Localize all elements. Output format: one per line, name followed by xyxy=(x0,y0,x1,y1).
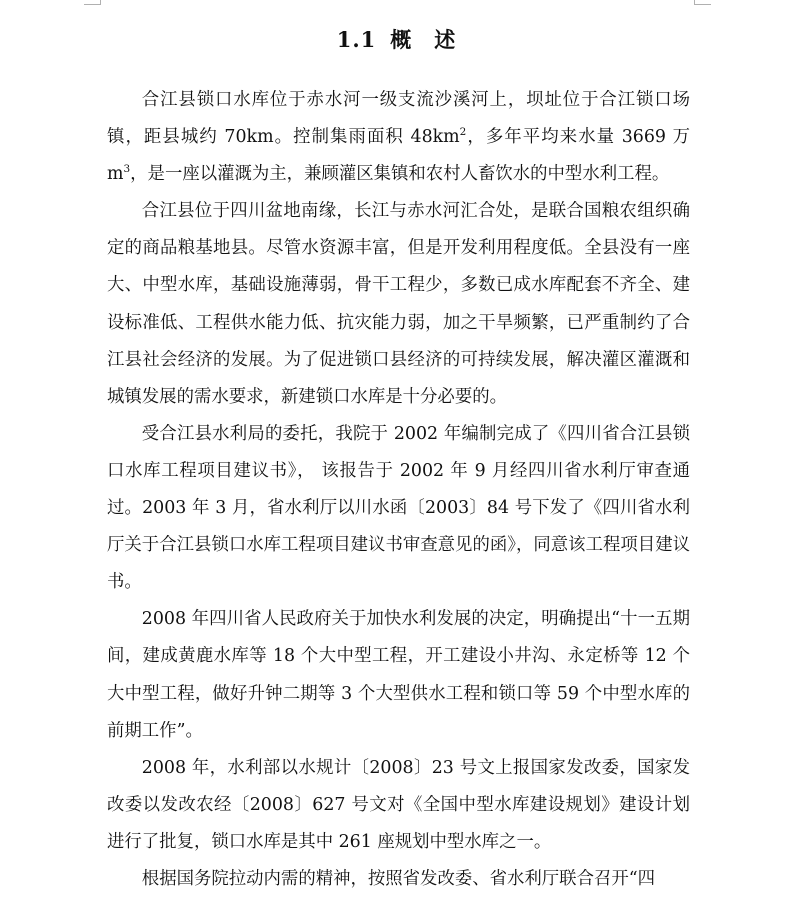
paragraph: 2008 年，水利部以水规计〔2008〕23 号文上报国家发改委，国家发改委以发改农经〔2008〕627 号文对《全国中型水库建设规划》建设计划进行了批复，锁口水库是其中 261 座规划中型水库之一。 xyxy=(107,757,690,852)
paragraph: 受合江县水利局的委托，我院于 2002 年编制完成了《四川省合江县锁口水库工程项目建议书》， 该报告于 2002 年 9 月经四川省水利厅审查通过。2003 年 3 月，省水利厅以川水函〔2003〕84 号下发了《四川省水利厅关于合江县锁口水库工程项目建议书审查意见的函》，同意该工程项目建议书。 xyxy=(107,423,690,593)
paragraph-text: ，多年平均来水量 3669 万 m xyxy=(107,127,690,185)
paragraph: 2008 年四川省人民政府关于加快水利发展的决定，明确提出“十一五期间，建成黄鹿水库等 18 个大中型工程，开工建设小井沟、永定桥等 12 个大中型工程，做好升钟二期等 3 个大型供水工程和锁口等 59 个中型水库的前期工作”。 xyxy=(107,609,690,741)
section-title xyxy=(0,24,793,54)
paragraph-text: ，是一座以灌溉为主，兼顾灌区集镇和农村人畜饮水的中型水利工程。 xyxy=(130,164,670,185)
paragraph xyxy=(107,82,690,193)
paragraph: 合江县位于四川盆地南缘，长江与赤水河汇合处，是联合国粮农组织确定的商品粮基地县。尽管水资源丰富，但是开发利用程度低。全县没有一座大、中型水库，基础设施薄弱，骨干工程少，多数已成水库配套不齐全、建设标准低、工程供水能力低、抗灾能力弱，加之干旱频繁，已严重制约了合江县社会经济的发展。为了促进锁口县经济的可持续发展，解决灌区灌溉和城镇发展的需水要求，新建锁口水库是十分必要的。 xyxy=(107,201,690,407)
crop-mark xyxy=(694,4,711,5)
crop-mark xyxy=(84,4,101,5)
section-number: 1.1 xyxy=(336,27,377,52)
section-title-char: 概 xyxy=(390,27,413,52)
document-body xyxy=(107,82,690,898)
paragraph-text: 合江县锁口水库位于赤水河一级支流沙溪河上，坝址位于合江锁口场镇，距县城约 70km。控制集雨面积 48km xyxy=(107,90,690,148)
superscript: 3 xyxy=(123,163,131,176)
superscript: 2 xyxy=(459,126,467,139)
section-title-char: 述 xyxy=(434,27,457,52)
paragraph: 根据国务院拉动内需的精神，按照省发改委、省水利厅联合召开“四 xyxy=(141,868,656,889)
